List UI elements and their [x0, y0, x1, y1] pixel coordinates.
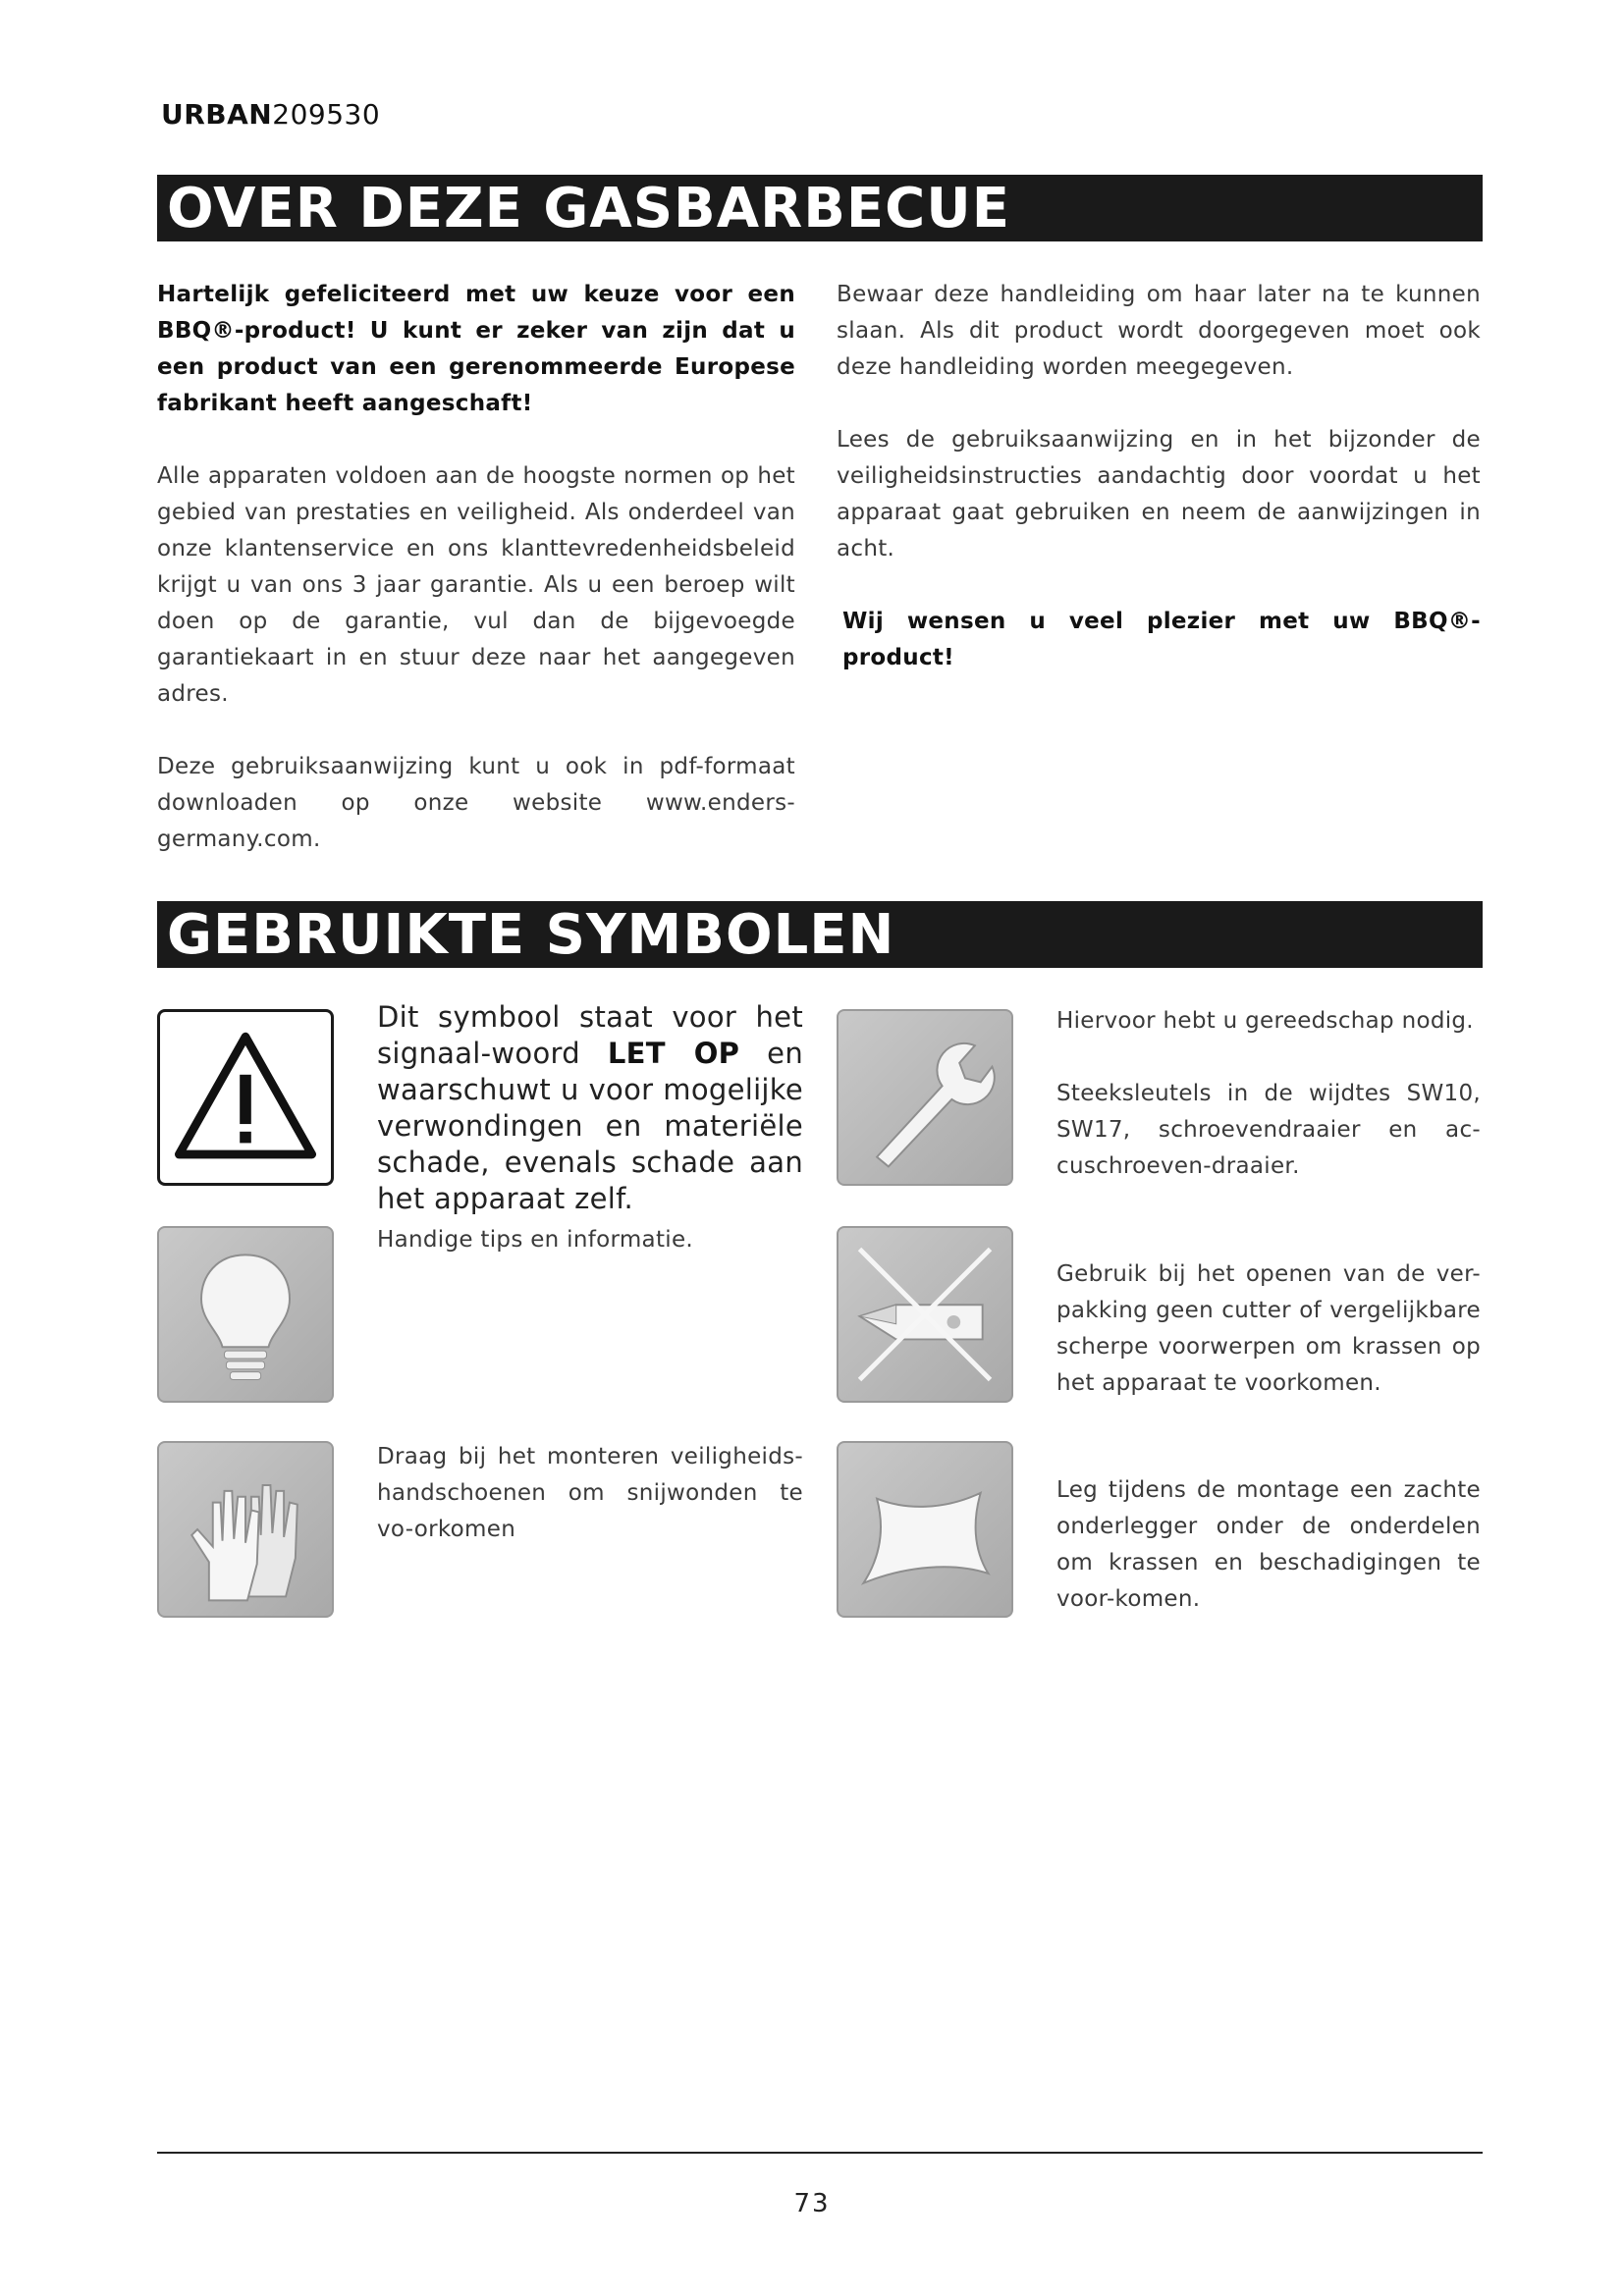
warning-text-before: Dit symbool staat voor het signaal-woord	[377, 1000, 803, 1070]
gloves-text: Draag bij het monteren veiligheids-handschoenen om snijwonden te vo-orkomen	[377, 1444, 803, 1542]
light-bulb-icon	[157, 1226, 334, 1403]
about-closing: Wij wensen u veel plezier met uw BBQ®-product!	[842, 609, 1481, 670]
tools-needed: Hiervoor hebt u gereedschap nodig.	[1056, 1008, 1474, 1034]
about-read-instructions: Lees de gebruiksaanwijzing en in het bijzonder de veiligheidsinstructies aandachtig door voordat u het apparaat gaat gebruiken en neem de aanwijzingen in acht.	[837, 427, 1481, 561]
about-right-column	[837, 277, 1481, 713]
section-title-symbols: GEBRUIKTE SYMBOLEN	[157, 901, 1483, 968]
model-number: 209530	[272, 98, 381, 131]
about-left-column	[157, 277, 795, 894]
about-keep-manual: Bewaar deze handleiding om haar later na te kunnen slaan. Als dit product wordt doorgegeven moet ook deze handleiding worden meegegeven.	[837, 282, 1481, 380]
model-label	[161, 98, 380, 131]
warning-text-after: en waarschuwt u voor mogelijke verwondingen en materiële schade, evenals schade aan het apparaat zelf.	[377, 1037, 803, 1215]
section-title-about: OVER DEZE GASBARBECUE	[157, 175, 1483, 241]
tip-text: Handige tips en informatie.	[377, 1227, 694, 1253]
wrench-icon	[837, 1009, 1013, 1186]
model-brand: URBAN	[161, 98, 273, 131]
about-warranty: Alle apparaten voldoen aan de hoogste normen op het gebied van prestaties en veiligheid. Als onderdeel van onze klantenservice en ons klanttevredenheidsbeleid krijgt u van ons 3 jaar garantie. Als u een beroep wilt doen op de garantie, vul dan de bijgevoegde garantiekaart in en stuur deze naar het aangegeven adres.	[157, 463, 795, 707]
about-intro: Hartelijk gefeliciteerd met uw keuze voor een BBQ®-product! U kunt er zeker van zijn dat u een product van een gerenommeerde Europese fabrikant heeft aangeschaft!	[157, 282, 795, 416]
cutter-text: Gebruik bij het openen van de ver-pakking geen cutter of vergelijkbare scherpe voorwerpen om krassen op het apparaat te voorkomen.	[1056, 1261, 1481, 1396]
soft-cloth-icon	[837, 1441, 1013, 1618]
no-cutter-icon	[837, 1226, 1013, 1403]
page-number: 73	[793, 2189, 831, 2218]
warning-keyword: LET OP	[607, 1037, 740, 1070]
tools-list: Steeksleutels in de wijdtes SW10, SW17, schroevendraaier en ac-cuschroeven-draaier.	[1056, 1081, 1481, 1179]
footer-divider	[157, 2152, 1483, 2154]
warning-triangle-icon	[157, 1009, 334, 1186]
cloth-text: Leg tijdens de montage een zachte onderlegger onder de onderdelen om krassen en beschadigingen te voor-komen.	[1056, 1477, 1481, 1612]
gloves-icon	[157, 1441, 334, 1618]
warning-text	[377, 999, 803, 1217]
about-download: Deze gebruiksaanwijzing kunt u ook in pdf-formaat downloaden op onze website www.enders-germany.com.	[157, 754, 795, 852]
tools-text	[1056, 1003, 1481, 1221]
